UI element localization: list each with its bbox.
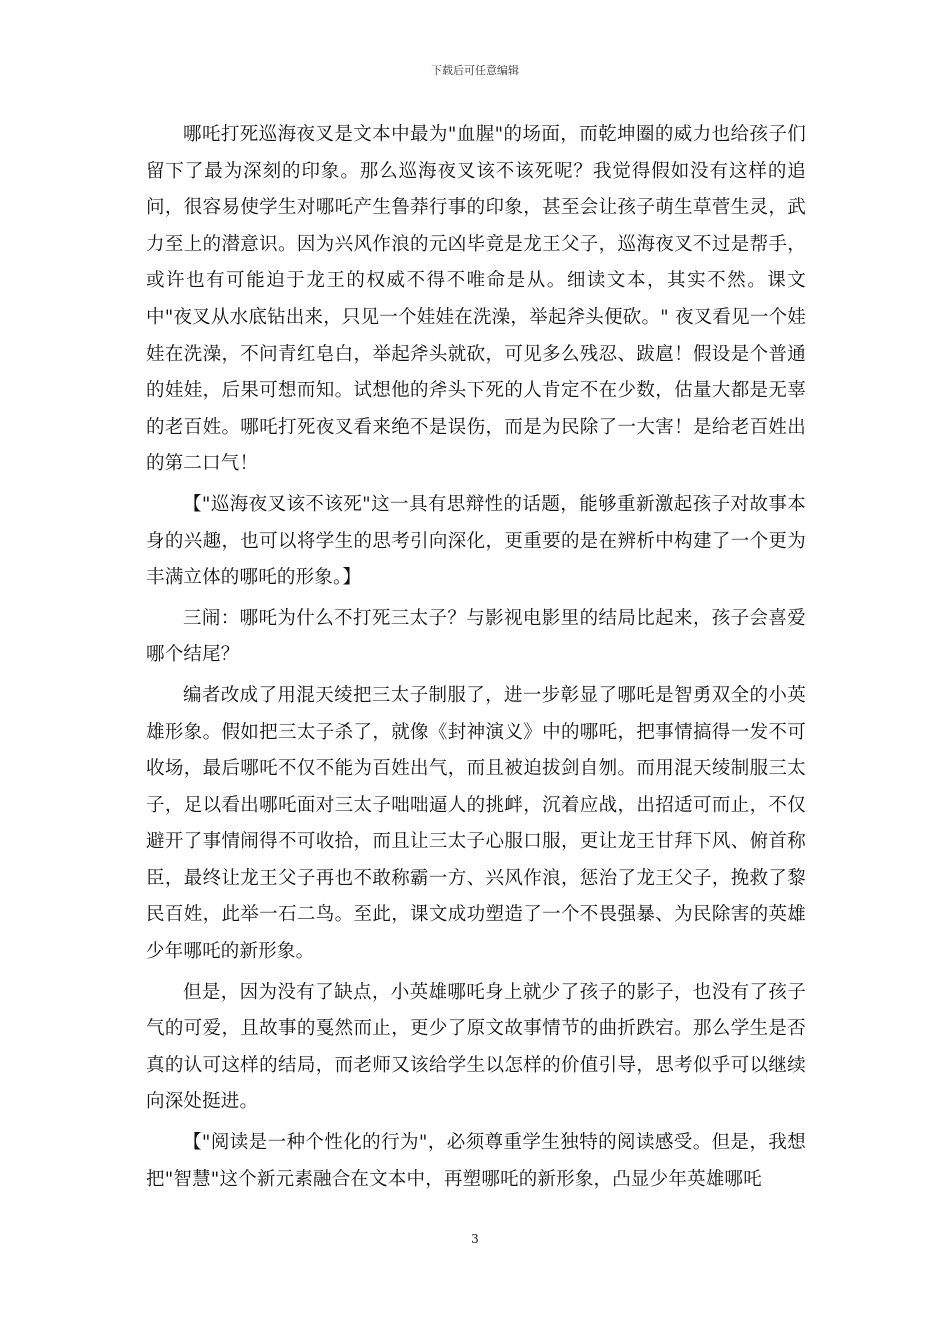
page-number: 3: [471, 1232, 479, 1246]
paragraph-1: 哪吒打死巡海夜叉是文本中最为"血腥"的场面，而乾坤圈的威力也给孩子们留下了最为深刻的印象。那么巡海夜叉该不该死呢？我觉得假如没有这样的追问，很容易使学生对哪吒产生鲁莽行事的印象，甚至会让孩子萌生草菅生灵，武力至上的潜意识。因为兴风作浪的元凶毕竟是龙王父子，巡海夜叉不过是帮手，或许也有可能迫于龙王的权威不得不唯命是从。细读文本，其实不然。课文中"夜叉从水底钻出来，只见一个娃娃在洗澡，举起斧头便砍。" 夜叉看见一个娃娃在洗澡，不问青红皂白，举起斧头就砍，可见多么残忍、跋扈！假设是个普通的娃娃，后果可想而知。试想他的斧头下死的人肯定不在少数，估量大都是无辜的老百姓。哪吒打死夜叉看来绝不是误伤，而是为民除了一大害！是给老百姓出的第二口气！: [146, 124, 806, 475]
paragraph-2: 【"巡海夜叉该不该死"这一具有思辩性的话题，能够重新激起孩子对故事本身的兴趣，也可以将学生的思考引向深化，更重要的是在辨析中构建了一个更为丰满立体的哪吒的形象。】: [146, 493, 806, 589]
paragraph-5: 但是，因为没有了缺点，小英雄哪吒身上就少了孩子的影子，也没有了孩子气的可爱，且故事的戛然而止，更少了原文故事情节的曲折跌宕。那么学生是否真的认可这样的结局，而老师又该给学生以怎样的价值引导，思考似乎可以继续向深处挺进。: [146, 981, 806, 1113]
paragraph-4: 编者改成了用混天绫把三太子制服了，进一步彰显了哪吒是智勇双全的小英雄形象。假如把三太子杀了，就像《封神演义》中的哪吒，把事情搞得一发不可收场，最后哪吒不仅不能为百姓出气，而且被迫拔剑自刎。而用混天绫制服三太子，足以看出哪吒面对三太子咄咄逼人的挑衅，沉着应战，出招适可而止，不仅避开了事情闹得不可收拾，而且让三太子心服口服，更让龙王甘拜下风、俯首称臣，最终让龙王父子再也不敢称霸一方、兴风作浪，惩治了龙王父子，挽救了黎民百姓，此举一石二鸟。至此，课文成功塑造了一个不畏强暴、为民除害的英雄少年哪吒的新形象。: [146, 684, 806, 963]
page-header: 下载后可任意编辑: [431, 64, 519, 77]
paragraph-6: 【"阅读是一种个性化的行为"，必须尊重学生独特的阅读感受。但是，我想把"智慧"这个新元素融合在文本中，再塑哪吒的新形象，凸显少年英雄哪吒: [146, 1132, 806, 1190]
document-body: [146, 117, 806, 1202]
paragraph-3: 三闹：哪吒为什么不打死三太子？与影视电影里的结局比起来，孩子会喜爱哪个结尾？: [146, 607, 806, 666]
